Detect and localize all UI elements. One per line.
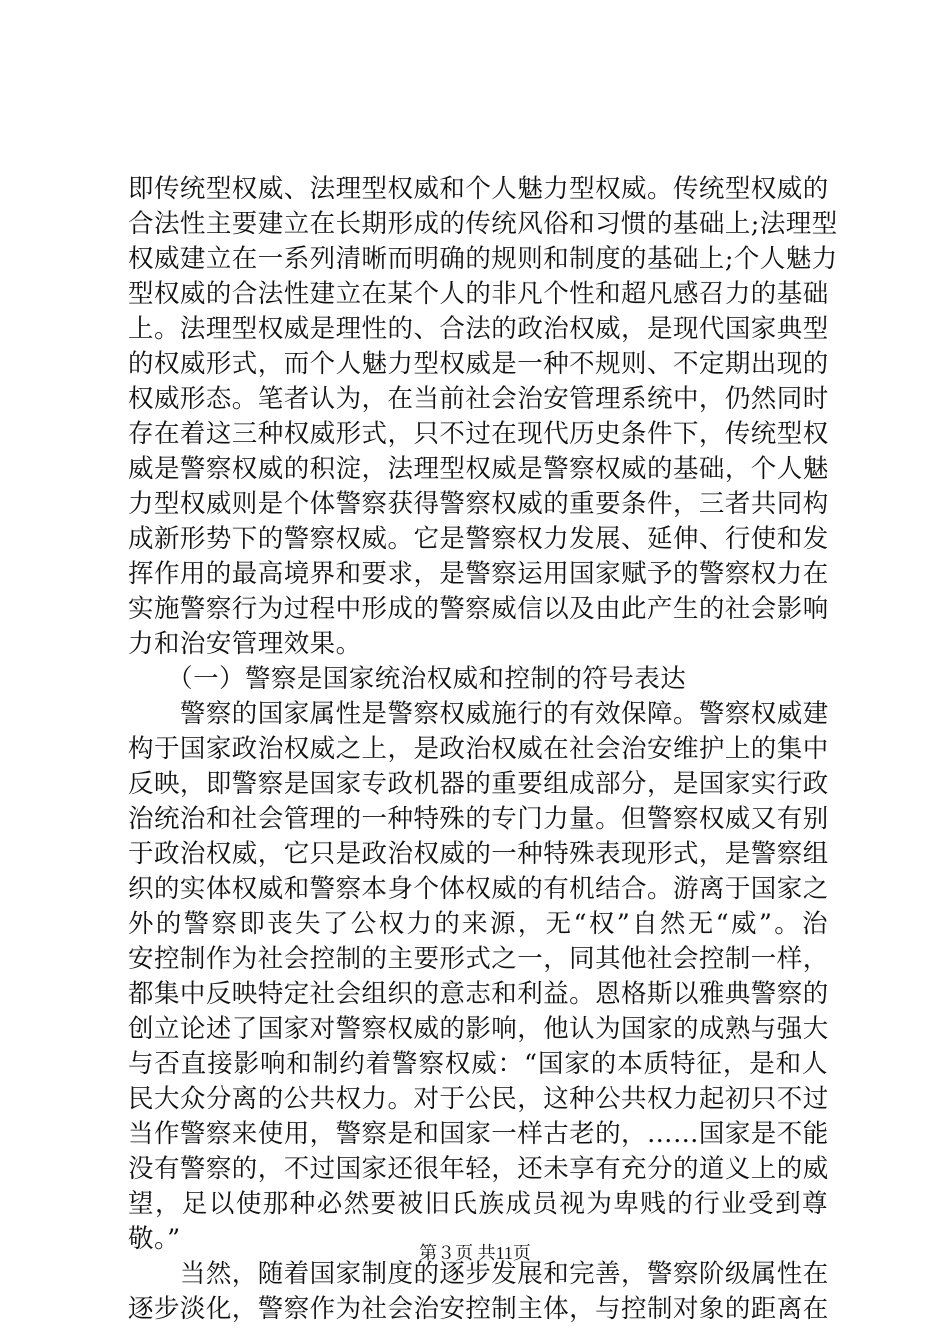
text-line: 的权威形式，而个人魅力型权威是一种不规则、不定期出现的: [128, 349, 829, 379]
text-line: 力和治安管理效果。: [128, 629, 362, 659]
text-line: 威是警察权威的积淀，法理型权威是警察权威的基础，个人魅: [128, 454, 829, 484]
text-line: 挥作用的最高境界和要求，是警察运用国家赋予的警察权力在: [128, 559, 829, 589]
text-line: 成新形势下的警察权威。它是警察权力发展、延伸、行使和发: [128, 524, 829, 554]
page-number-footer: 第３页 共11页: [419, 1243, 531, 1263]
text-line: 型权威的合法性建立在某个人的非凡个性和超凡感召力的基础: [128, 279, 829, 309]
text-line: 于政治权威，它只是政治权威的一种特殊表现形式，是警察组: [128, 839, 829, 869]
text-line: 望，足以使那种必然要被旧氏族成员视为卑贱的行业受到尊: [128, 1189, 828, 1219]
text-line: 存在着这三种权威形式，只不过在现代历史条件下，传统型权: [128, 419, 829, 449]
text-line: 构于国家政治权威之上，是政治权威在社会治安维护上的集中: [128, 734, 829, 764]
text-line: 逐步淡化，警察作为社会治安控制主体，与控制对象的距离在: [128, 1294, 829, 1324]
text-line: 即传统型权威、法理型权威和个人魅力型权威。传统型权威的: [128, 174, 829, 204]
text-line: 与否直接影响和制约着警察权威：“国家的本质特征，是和人: [128, 1049, 828, 1079]
text-line: 外的警察即丧失了公权力的来源，无“权”自然无“威”。治: [128, 909, 828, 939]
text-line: 实施警察行为过程中形成的警察威信以及由此产生的社会影响: [128, 594, 829, 624]
text-line: 当然，随着国家制度的逐步发展和完善，警察阶级属性在: [128, 1259, 829, 1289]
text-line: 合法性主要建立在长期形成的传统风俗和习惯的基础上;法理型: [128, 209, 838, 239]
text-line: 反映，即警察是国家专政机器的重要组成部分，是国家实行政: [128, 769, 829, 799]
text-line: 织的实体权威和警察本身个体权威的有机结合。游离于国家之: [128, 874, 829, 904]
text-line: 力型权威则是个体警察获得警察权威的重要条件，三者共同构: [128, 489, 829, 519]
text-line: 敬。”: [128, 1224, 181, 1254]
text-line: 创立论述了国家对警察权威的影响，他认为国家的成熟与强大: [128, 1014, 829, 1044]
text-line: 权威形态。笔者认为，在当前社会治安管理系统中，仍然同时: [128, 384, 829, 414]
text-line: 上。法理型权威是理性的、合法的政治权威，是现代国家典型: [128, 314, 829, 344]
text-line: 当作警察来使用，警察是和国家一样古老的，……国家是不能: [128, 1119, 829, 1149]
text-line: 安控制作为社会控制的主要形式之一，同其他社会控制一样，: [128, 944, 829, 974]
section-heading: （一）警察是国家统治权威和控制的符号表达: [128, 664, 687, 694]
text-line: 治统治和社会管理的一种特殊的专门力量。但警察权威又有别: [128, 804, 829, 834]
body-text: [128, 172, 838, 1327]
text-line: 警察的国家属性是警察权威施行的有效保障。警察权威建: [128, 699, 829, 729]
text-line: 都集中反映特定社会组织的意志和利益。恩格斯以雅典警察的: [128, 979, 829, 1009]
text-line: 权威建立在一系列清晰而明确的规则和制度的基础上;个人魅力: [128, 244, 838, 274]
text-line: 民大众分离的公共权力。对于公民，这种公共权力起初只不过: [128, 1084, 829, 1114]
text-line: 没有警察的，不过国家还很年轻，还未享有充分的道义上的威: [128, 1154, 829, 1184]
